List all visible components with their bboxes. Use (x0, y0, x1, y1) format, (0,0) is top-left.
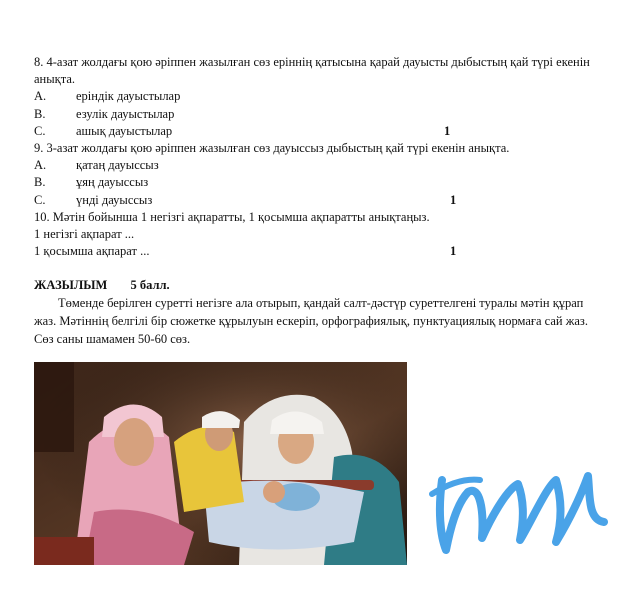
question-10-text: 10. Мәтін бойынша 1 негізгі ақпаратты, 1 қосымша ақпаратты анықтаңыз. (34, 209, 430, 224)
option-letter: C. (34, 192, 46, 207)
question-9-score: 1 (450, 192, 457, 207)
question-9-option-c (34, 192, 604, 209)
option-letter: B. (34, 106, 46, 121)
question-8-score: 1 (444, 123, 451, 138)
question-8-text: 8. 4-азат жолдағы қою әріппен жазылған сөз еріннің қатысына қарай дауысты дыбыстың қай түрі екенін анықта. (34, 55, 590, 87)
question-10-score: 1 (450, 244, 457, 259)
option-text: қатаң дауыссыз (76, 158, 159, 173)
question-10-main-info: 1 негізгі ақпарат ... (34, 226, 135, 241)
question-9-option-b (34, 174, 604, 191)
writing-heading (34, 277, 604, 294)
writing-title: ЖАЗЫЛЫМ (34, 278, 108, 293)
option-letter: B. (34, 175, 46, 190)
writing-task: Төменде берілген суретті негізге ала отырып, қандай салт-дәстүр суреттелгені туралы мәтін құрап жаз. Мәтіннің белгілі бір сюжетке құрылуын ескеріп, орфографиялық, пунктуациялық нормаға сай жаз. Сөз саны шамамен 50-60 сөз. (34, 296, 588, 347)
question-10-extra-info-label: 1 қосымша ақпарат ... (34, 244, 150, 259)
question-8-option-c (34, 123, 604, 140)
question-9-option-a (34, 157, 604, 174)
option-letter: A. (34, 158, 47, 173)
option-text: еріндік дауыстылар (76, 89, 181, 104)
question-9-text: 9. 3-азат жолдағы қою әріппен жазылған сөз дауыссыз дыбыстың қай түрі екенін анықта. (34, 140, 510, 155)
option-letter: A. (34, 89, 47, 104)
handwritten-scribble (428, 450, 608, 560)
photo-illustration (34, 362, 407, 565)
option-text: ашық дауыстылар (76, 123, 173, 138)
question-8-option-a (34, 88, 604, 105)
traditional-ceremony-photo (34, 362, 407, 565)
question-8-option-b (34, 106, 604, 123)
document-page (34, 54, 604, 348)
option-letter: C. (34, 123, 46, 138)
question-10-extra-info (34, 243, 604, 260)
option-text: езулік дауыстылар (76, 106, 175, 121)
option-text: үнді дауыссыз (76, 192, 153, 207)
option-text: ұяң дауыссыз (76, 175, 149, 190)
spacer (34, 260, 604, 277)
writing-points: 5 балл. (130, 278, 170, 293)
